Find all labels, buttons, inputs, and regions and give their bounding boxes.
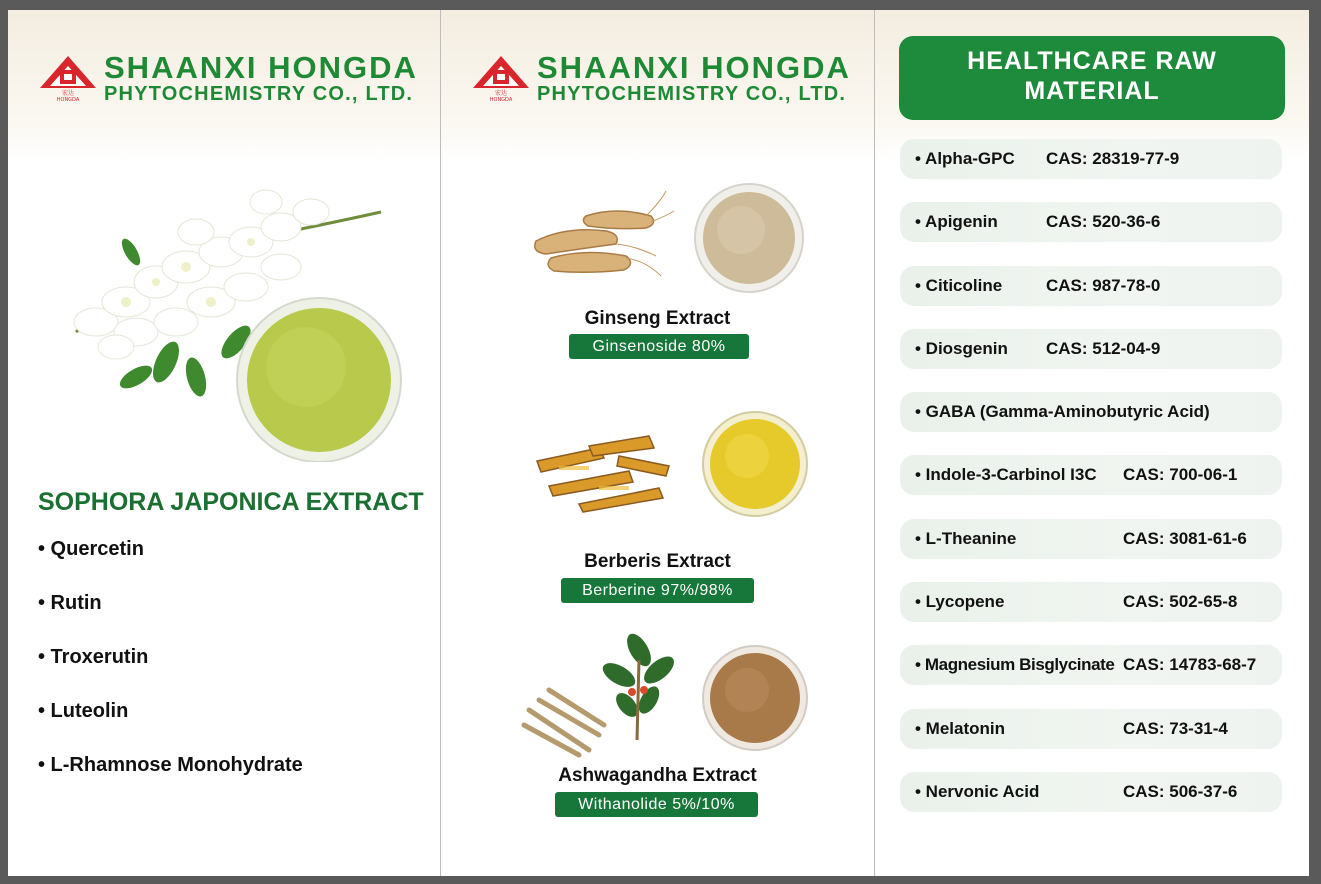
panel-header xyxy=(8,10,440,160)
material-row xyxy=(900,709,1282,749)
ashwagandha-powder-image xyxy=(699,644,811,752)
material-name: • Magnesium Bisglycinate xyxy=(915,655,1115,675)
hongda-logo-icon xyxy=(471,54,531,102)
material-row xyxy=(900,519,1282,559)
list-item: • Troxerutin xyxy=(38,646,149,668)
ashwagandha-name: Ashwagandha Extract xyxy=(558,765,757,786)
material-cas: CAS: 73-31-4 xyxy=(1123,718,1228,738)
material-row xyxy=(900,392,1282,432)
material-cas: CAS: 28319-77-9 xyxy=(1046,149,1180,168)
material-name: • Apigenin xyxy=(915,212,998,232)
extracts-panel xyxy=(441,10,874,876)
material-name: • Diosgenin xyxy=(915,338,1008,358)
material-name: • GABA (Gamma-Aminobutyric Acid) xyxy=(915,402,1210,422)
material-cas: CAS: 14783-68-7 xyxy=(1123,655,1257,675)
healthcare-title-line2: MATERIAL xyxy=(1024,77,1160,105)
svg-text:HONGDA: HONGDA xyxy=(489,97,513,102)
ginseng-name: Ginseng Extract xyxy=(584,308,731,329)
material-name: • Indole-3-Carbinol I3C xyxy=(915,465,1097,485)
healthcare-title-badge xyxy=(899,36,1285,120)
material-cas: CAS: 506-37-6 xyxy=(1123,781,1238,801)
svg-text:宏达: 宏达 xyxy=(494,90,508,97)
material-cas: CAS: 700-06-1 xyxy=(1123,465,1238,485)
healthcare-panel xyxy=(875,10,1309,876)
sophora-panel xyxy=(8,10,440,876)
ashwagandha-tag: Withanolide 5%/10% xyxy=(555,792,758,817)
brand-subtitle: PHYTOCHEMISTRY CO., LTD. xyxy=(104,83,414,105)
list-item: • Quercetin xyxy=(38,538,144,560)
berberis-powder-image xyxy=(699,410,811,518)
material-cas: CAS: 520-36-6 xyxy=(1046,212,1161,232)
material-cas: CAS: 502-65-8 xyxy=(1123,592,1238,612)
list-item: • Rutin xyxy=(38,592,102,614)
material-name: • Nervonic Acid xyxy=(915,781,1040,801)
material-cas: CAS: 3081-61-6 xyxy=(1123,528,1247,548)
sophora-list xyxy=(38,538,303,808)
berberis-root-image xyxy=(529,426,679,516)
list-item: • L-Rhamnose Monohydrate xyxy=(38,754,303,776)
material-name: • L-Theanine xyxy=(915,528,1017,548)
brand-name: SHAANXI HONGDA xyxy=(104,50,418,85)
material-row xyxy=(900,329,1282,369)
material-cas: CAS: 987-78-0 xyxy=(1046,275,1161,295)
material-row xyxy=(900,455,1282,495)
ginseng-root-image xyxy=(526,186,676,281)
healthcare-list xyxy=(900,139,1282,835)
svg-text:宏达: 宏达 xyxy=(61,90,75,97)
material-row xyxy=(900,266,1282,306)
list-item: • Luteolin xyxy=(38,700,129,722)
material-row xyxy=(900,582,1282,622)
sophora-title: SOPHORA JAPONICA EXTRACT xyxy=(38,488,424,516)
material-name: • Citicoline xyxy=(915,275,1003,295)
ginseng-tag: Ginsenoside 80% xyxy=(569,334,749,359)
material-row xyxy=(900,139,1282,179)
berberis-name: Berberis Extract xyxy=(584,551,731,572)
material-row xyxy=(900,202,1282,242)
material-name: • Lycopene xyxy=(915,592,1005,612)
healthcare-title-line1: HEALTHCARE RAW xyxy=(967,47,1217,75)
ashwagandha-plant-image xyxy=(519,630,679,760)
berberis-tag: Berberine 97%/98% xyxy=(561,578,754,603)
material-name: • Alpha-GPC xyxy=(915,149,1015,168)
material-cas: CAS: 512-04-9 xyxy=(1046,338,1161,358)
svg-text:HONGDA: HONGDA xyxy=(56,97,80,102)
material-row xyxy=(900,772,1282,812)
brand-subtitle: PHYTOCHEMISTRY CO., LTD. xyxy=(537,83,847,105)
brand-name: SHAANXI HONGDA xyxy=(537,50,851,85)
sophora-flowers-image xyxy=(36,172,421,462)
material-name: • Melatonin xyxy=(915,718,1006,738)
brochure-sheet xyxy=(8,10,1309,876)
panel-header xyxy=(441,10,874,160)
ginseng-powder-image xyxy=(691,182,807,294)
material-row xyxy=(900,645,1282,685)
hongda-logo-icon xyxy=(38,54,98,102)
